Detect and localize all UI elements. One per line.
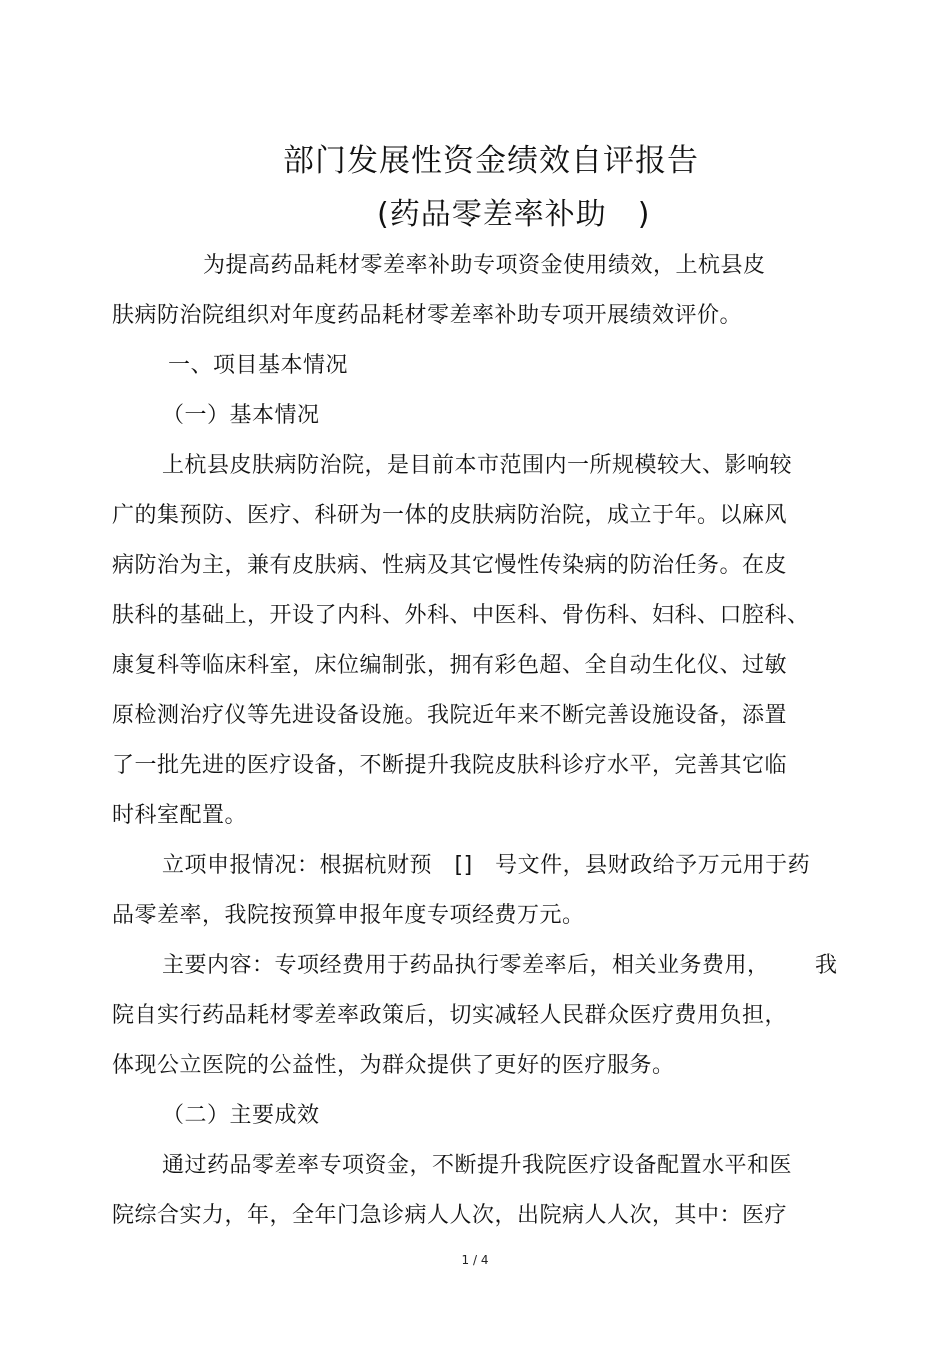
paragraph-line: 时科室配置。: [112, 803, 248, 828]
paragraph-line: 原检测治疗仪等先进设备设施。我院近年来不断完善设施设备，添置: [112, 703, 788, 728]
document-subtitle: (药品零差率补助 ): [377, 197, 651, 232]
paragraph-line: 了一批先进的医疗设备，不断提升我院皮肤科诊疗水平，完善其它临: [112, 753, 788, 778]
paragraph-line: 院综合实力，年，全年门急诊病人人次，出院病人人次，其中：医疗: [112, 1203, 788, 1228]
subsection-heading-2: （二）主要成效: [162, 1103, 320, 1128]
intro-line-1: 为提高药品耗材零差率补助专项资金使用绩效，上杭县皮: [203, 253, 766, 278]
section-heading-1: 一、项目基本情况: [168, 353, 349, 378]
paragraph-line: 病防治为主，兼有皮肤病、性病及其它慢性传染病的防治任务。在皮: [112, 553, 788, 578]
paragraph-line: 康复科等临床科室，床位编制张，拥有彩色超、全自动生化仪、过敏: [112, 653, 788, 678]
paragraph-line: 上杭县皮肤病防治院，是目前本市范围内一所规模较大、影响较: [162, 453, 793, 478]
paragraph-line: 品零差率，我院按预算申报年度专项经费万元。: [112, 903, 585, 928]
paragraph-line: 广的集预防、医疗、科研为一体的皮肤病防治院，成立于年。以麻风: [112, 503, 788, 528]
paragraph-line: 主要内容：专项经费用于药品执行零差率后，相关业务费用，: [162, 953, 770, 978]
paragraph-line: 院自实行药品耗材零差率政策后，切实减轻人民群众医疗费用负担，: [112, 1003, 788, 1028]
paragraph-line: 立项申报情况：根据杭财预 [] 号文件，县财政给予万元用于药: [162, 853, 811, 878]
subsection-heading-1: （一）基本情况: [162, 403, 320, 428]
document-title: 部门发展性资金绩效自评报告: [283, 143, 699, 179]
paragraph-line: 通过药品零差率专项资金，不断提升我院医疗设备配置水平和医: [162, 1153, 793, 1178]
paragraph-line-tail: 我: [815, 953, 838, 978]
paragraph-line: 肤科的基础上，开设了内科、外科、中医科、骨伤科、妇科、口腔科、: [112, 603, 810, 628]
page-indicator: 1 / 4: [461, 1253, 489, 1267]
intro-line-2: 肤病防治院组织对年度药品耗材零差率补助专项开展绩效评价。: [112, 303, 743, 328]
paragraph-line: 体现公立医院的公益性，为群众提供了更好的医疗服务。: [112, 1053, 675, 1078]
